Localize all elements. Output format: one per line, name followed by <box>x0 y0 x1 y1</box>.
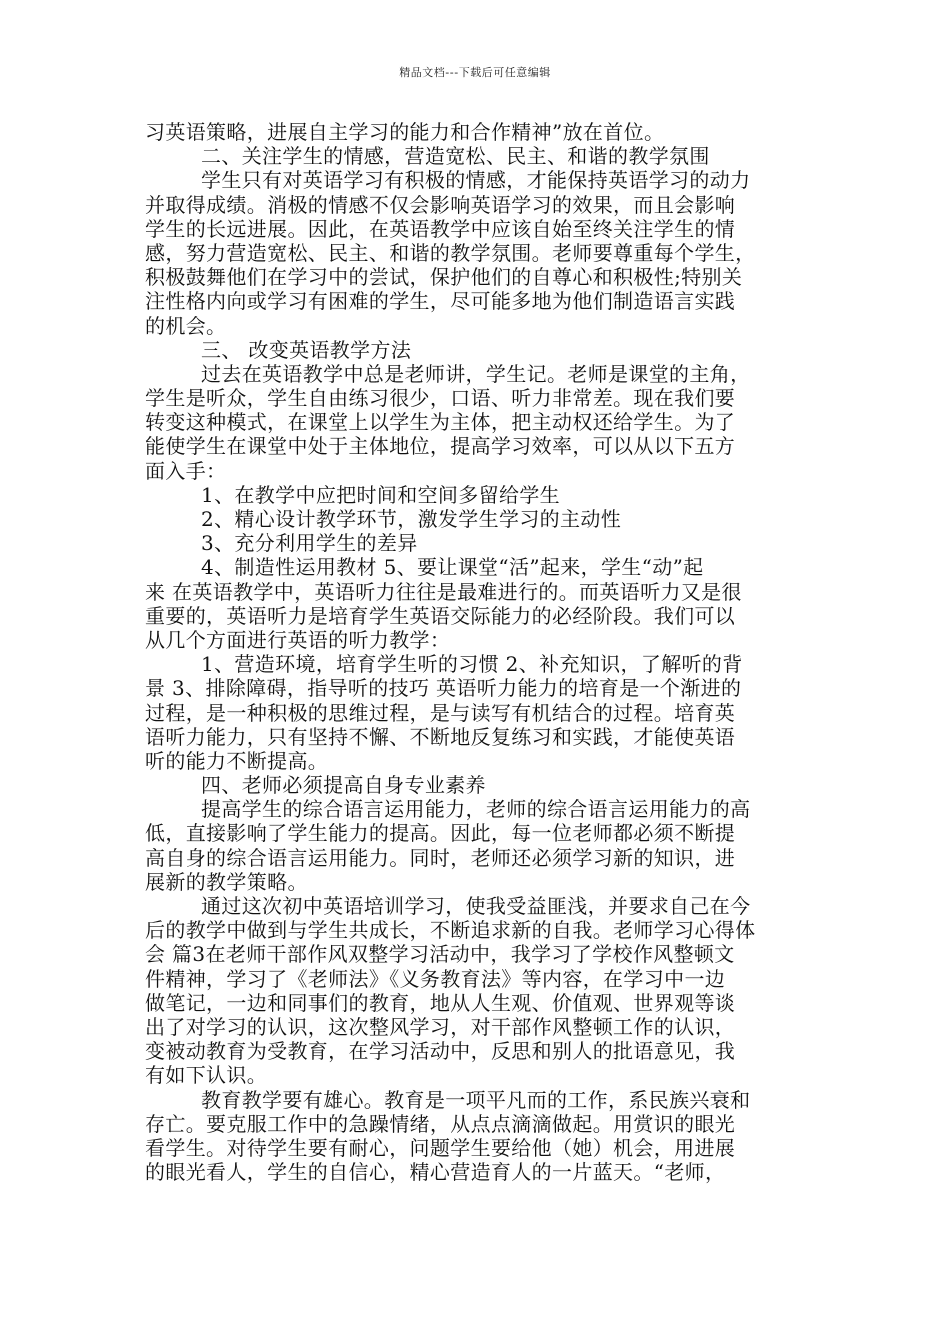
text-line: 并取得成绩。消极的情感不仅会影响英语学习的效果，而且会影响 <box>145 192 736 217</box>
text-line: 过去在英语教学中总是老师讲，学生记。老师是课堂的主角， <box>201 361 751 386</box>
text-line: 件精神，学习了《老师法》《义务教育法》等内容，在学习中一边 <box>145 966 726 991</box>
text-line: 面入手： <box>145 458 227 483</box>
page-header: 精品文档---下载后可任意编辑 <box>399 66 551 79</box>
text-line: 注性格内向或学习有困难的学生，尽可能多地为他们制造语言实践 <box>145 289 736 314</box>
text-line: 积极鼓舞他们在学习中的尝试，保护他们的自尊心和积极性;特别关 <box>145 265 743 290</box>
text-line: 低，直接影响了学生能力的提高。因此，每一位老师都必须不断提 <box>145 821 736 846</box>
text-line: 习英语策略，进展自主学习的能力和合作精神”放在首位。 <box>145 120 665 144</box>
text-line: 能使学生在课堂中处于主体地位，提高学习效率，可以从以下五方 <box>145 434 736 459</box>
text-line: 通过这次初中英语培训学习，使我受益匪浅，并要求自己在今 <box>201 894 751 918</box>
text-line: 过程，是一种积极的思维过程，是与读写有机结合的过程。培育英 <box>145 700 736 725</box>
text-line: 语听力能力，只有坚持不懈、不断地反复练习和实践，才能使英语 <box>145 724 736 749</box>
text-line: 做笔记，一边和同事们的教育，地从人生观、价值观、世界观等谈 <box>145 990 736 1015</box>
text-line: 有如下认识。 <box>145 1063 268 1088</box>
text-line: 1、营造环境，培育学生听的习惯 2、补充知识，了解听的背 <box>201 652 743 677</box>
text-line: 2、精心设计教学环节，激发学生学习的主动性 <box>201 507 622 531</box>
text-line: 会 篇3在老师干部作风双整学习活动中，我学习了学校作风整顿文 <box>145 942 735 967</box>
text-line: 景 3、排除障碍，指导听的技巧 英语听力能力的培育是一个渐进的 <box>145 676 742 701</box>
text-line: 转变这种模式，在课堂上以学生为主体，把主动权还给学生。为了 <box>145 410 736 435</box>
text-line: 3、充分利用学生的差异 <box>201 531 418 556</box>
text-line: 的机会。 <box>145 313 227 338</box>
text-line: 1、在教学中应把时间和空间多留给学生 <box>201 482 561 507</box>
text-line: 四、老师必须提高自身专业素养 <box>201 773 486 798</box>
text-line: 从几个方面进行英语的听力教学： <box>145 627 451 652</box>
text-line: 三、 改变英语教学方法 <box>201 337 412 362</box>
text-line: 二、关注学生的情感，营造宽松、民主、和谐的教学氛围 <box>201 144 710 169</box>
text-line: 教育教学要有雄心。教育是一项平凡而的工作，系民族兴衰和 <box>201 1087 751 1112</box>
text-line: 展新的教学策略。 <box>145 869 308 894</box>
text-line: 学生只有对英语学习有积极的情感，才能保持英语学习的动力 <box>201 168 751 193</box>
text-line: 高自身的综合语言运用能力。同时，老师还必须学习新的知识，进 <box>145 845 736 870</box>
text-line: 的眼光看人，学生的自信心，精心营造育人的一片蓝天。“老师， <box>145 1160 726 1185</box>
text-line: 重要的，英语听力是培育学生英语交际能力的必经阶段。我们可以 <box>145 603 736 628</box>
text-line: 学生的长远进展。因此，在英语教学中应该自始至终关注学生的情 <box>145 216 736 241</box>
text-line: 听的能力不断提高。 <box>145 748 329 773</box>
text-line: 后的教学中做到与学生共成长，不断追求新的自我。老师学习心得体 <box>145 918 756 943</box>
text-line: 出了对学习的认识，这次整风学习，对干部作风整顿工作的认识， <box>145 1014 736 1039</box>
document-body <box>145 120 817 1184</box>
text-line: 4、制造性运用教材 5、要让课堂“活”起来，学生“动”起 <box>201 555 704 580</box>
text-line: 感，努力营造宽松、民主、和谐的教学氛围。老师要尊重每个学生， <box>145 240 756 265</box>
text-line: 看学生。对待学生要有耐心，问题学生要给他（她）机会，用进展 <box>145 1135 736 1160</box>
text-line: 学生是听众，学生自由练习很少，口语、听力非常差。现在我们要 <box>145 386 736 411</box>
text-line: 存亡。要克服工作中的急躁情绪，从点点滴滴做起。用赏识的眼光 <box>145 1111 736 1136</box>
text-line: 变被动教育为受教育，在学习活动中，反思和别人的批语意见，我 <box>145 1039 736 1064</box>
text-line: 提高学生的综合语言运用能力，老师的综合语言运用能力的高 <box>201 797 751 822</box>
text-line: 来 在英语教学中，英语听力往往是最难进行的。而英语听力又是很 <box>145 579 742 604</box>
